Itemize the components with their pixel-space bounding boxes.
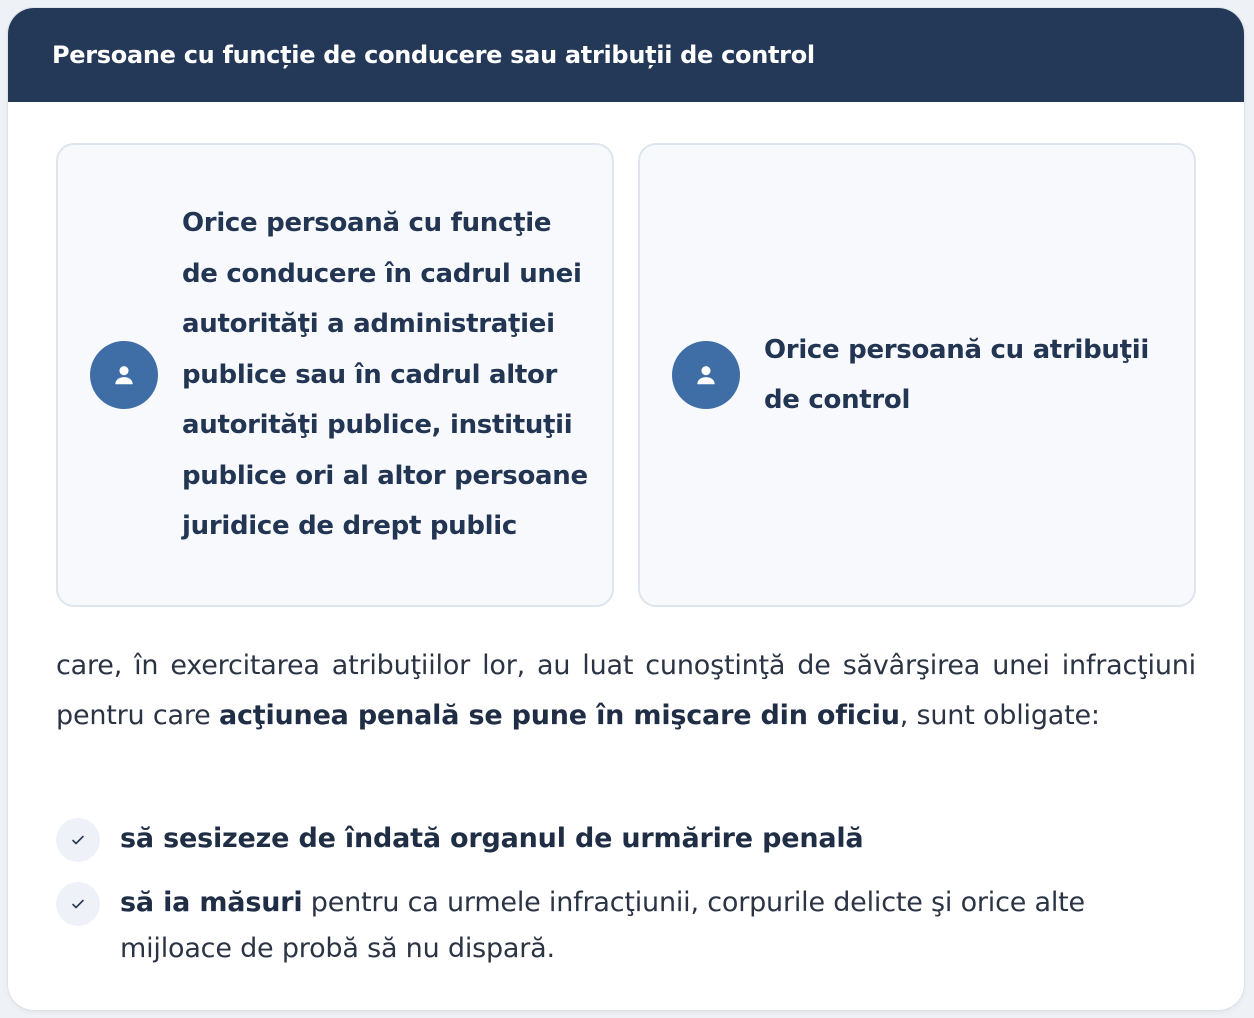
user-icon	[90, 341, 158, 409]
user-icon	[672, 341, 740, 409]
card-header	[8, 8, 1244, 102]
intro-text-before: care, în exercitarea atribuţiilor lor, au luat cunoştinţă de săvârşirea unei infracţiuni pentru care	[56, 650, 1196, 731]
role-boxes	[56, 143, 1196, 607]
role-box-management	[56, 143, 614, 607]
check-icon	[56, 818, 100, 862]
obligations-list	[56, 816, 1196, 990]
obligation-bold: să ia măsuri	[120, 887, 303, 918]
intro-text-after: , sunt obligate:	[899, 700, 1100, 731]
list-item	[56, 816, 1196, 862]
obligation-bold: să sesizeze de îndată organul de urmărire penală	[120, 823, 864, 854]
role-text-management: Orice persoană cu funcţie de conducere în cadrul unei autorităţi a administraţiei publice sau în cadrul altor autorităţi publice, instituţii publice ori al altor persoane juridice de drept public	[182, 208, 588, 542]
info-card	[8, 8, 1244, 1010]
obligation-rest: pentru ca urmele infracţiunii, corpurile delicte şi orice alte mijloace de probă să nu dispară.	[120, 887, 1085, 964]
role-box-control	[638, 143, 1196, 607]
intro-paragraph	[56, 641, 1196, 741]
role-text-control: Orice persoană cu atribuţii de control	[764, 334, 1149, 415]
check-icon	[56, 882, 100, 926]
card-title: Persoane cu funcție de conducere sau atribuții de control	[52, 41, 815, 69]
obligation-text	[120, 880, 1196, 972]
intro-text-bold: acţiunea penală se pune în mişcare din oficiu	[218, 700, 900, 731]
list-item	[56, 880, 1196, 972]
obligation-text	[120, 816, 863, 862]
